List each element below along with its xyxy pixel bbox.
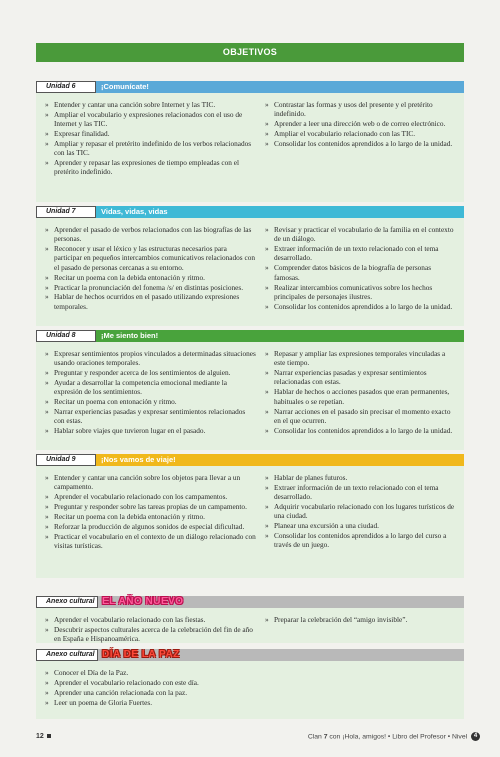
list-item: » Descubrir aspectos culturales acerca de la celebración del fin de año en España e Hispanoamérica. [42,625,256,644]
unit-8-left-list [42,349,256,436]
list-item: » Ayudar a desarrollar la competencia emocional mediante la expresión de los sentimientos. [42,378,256,397]
list-item: » Consolidar los contenidos aprendidos a lo largo de la unidad. [262,139,458,148]
list-item: » Preguntar y responder acerca de los sentimientos de alguien. [42,368,256,377]
annex-peace-day-section [36,649,464,719]
list-item: » Expresar sentimientos propios vinculados a determinadas situaciones usando oraciones temporales. [42,349,256,368]
unit-9-title: ¡Nos vamos de viaje! [96,454,464,466]
list-item: » Entender y cantar una canción sobre los objetos para llevar a un campamento. [42,473,256,492]
objectives-banner: OBJETIVOS [36,43,464,62]
list-item: » Aprender a leer una dirección web o de correo electrónico. [262,119,458,128]
list-item: » Recitar un poema con la debida entonación y ritmo. [42,273,256,282]
unit-7-left-list [42,225,256,312]
list-item: » Hablar de hechos ocurridos en el pasado utilizando expresiones temporales. [42,292,256,311]
list-item: » Planear una excursión a una ciudad. [262,521,458,530]
unit-8-section [36,330,464,450]
list-item: » Consolidar los contenidos aprendidos a lo largo de la unidad. [262,426,458,435]
list-item: » Expresar finalidad. [42,129,256,138]
list-item: » Repasar y ampliar las expresiones temporales vinculadas a este tiempo. [262,349,458,368]
unit-7-tab: Unidad 7 [36,206,96,218]
list-item: » Entender y cantar una canción sobre Internet y las TIC. [42,100,256,109]
list-item: » Ampliar y repasar el pretérito indefinido de los verbos relacionados con las TIC. [42,139,256,158]
list-item: » Comprender datos básicos de la biografía de personas famosas. [262,263,458,282]
list-item: » Conocer el Día de la Paz. [42,668,256,677]
annex-1-right-list [262,615,458,625]
list-item: » Aprender el pasado de verbos relacionados con las biografías de las personas. [42,225,256,244]
annex-new-year-section [36,596,464,643]
annex-2-title: DÍA DE LA PAZ [102,649,180,660]
list-item: » Ampliar el vocabulario y expresiones relacionados con el uso de Internet y las TIC. [42,110,256,129]
unit-7-title: Vidas, vidas, vidas [96,206,464,218]
unit-9-left-list [42,473,256,551]
list-item: » Aprender el vocabulario relacionado con este día. [42,678,256,687]
list-item: » Extraer información de un texto relacionado con el tema desarrollado. [262,244,458,263]
list-item: » Consolidar los contenidos aprendidos a lo largo del curso a través de un juego. [262,531,458,550]
list-item: » Hablar de planes futuros. [262,473,458,482]
unit-6-left-list [42,100,256,177]
list-item: » Hablar de hechos o acciones pasados que eran permanentes, habituales o se repetían. [262,387,458,406]
list-item: » Aprender el vocabulario relacionado con las fiestas. [42,615,256,624]
list-item: » Leer un poema de Gloria Fuertes. [42,698,256,707]
unit-9-tab: Unidad 9 [36,454,96,466]
annex-1-tab: Anexo cultural [36,596,98,608]
square-icon [47,734,51,738]
level-badge: 4 [471,732,480,741]
annex-1-title-bar [98,596,464,608]
unit-6-title: ¡Comunícate! [96,81,464,93]
list-item: » Practicar el vocabulario en el contexto de un diálogo relacionado con visitas turísticas. [42,532,256,551]
list-item: » Practicar la pronunciación del fonema /s/ en distintas posiciones. [42,283,256,292]
list-item: » Reconocer y usar el léxico y las estructuras necesarios para participar en pequeños intercambios comunicativos relacionados con el pasado de personas cercanas a su entorno. [42,244,256,272]
book-title-footer [308,732,480,741]
page-number [36,733,51,740]
list-item: » Aprender y repasar las expresiones de tiempo empleadas con el pretérito indefinido. [42,158,256,177]
list-item: » Aprender el vocabulario relacionado con los campamentos. [42,492,256,501]
unit-6-tab: Unidad 6 [36,81,96,93]
unit-6-right-list [262,100,458,149]
unit-8-right-list [262,349,458,436]
list-item: » Narrar experiencias pasadas y expresar sentimientos relacionadas con estas. [262,368,458,387]
unit-7-section [36,206,464,326]
annex-1-title: EL AÑO NUEVO [102,596,184,607]
book-title-num: 7 [323,733,328,741]
list-item: » Aprender una canción relacionada con la paz. [42,688,256,697]
list-item: » Narrar acciones en el pasado sin precisar el momento exacto en el que ocurren. [262,407,458,426]
book-title-part1: Clan [307,733,322,741]
list-item: » Preguntar y responder sobre las tareas propias de un campamento. [42,502,256,511]
unit-6-section [36,81,464,202]
list-item: » Narrar experiencias pasadas y expresar sentimientos relacionados con estas. [42,407,256,426]
list-item: » Adquirir vocabulario relacionado con los lugares turísticos de una ciudad. [262,502,458,521]
annex-2-title-bar [98,649,464,661]
list-item: » Recitar un poema con entonación y ritmo. [42,397,256,406]
list-item: » Ampliar el vocabulario relacionado con las TIC. [262,129,458,138]
page-number-text: 12 [36,733,44,740]
list-item: » Preparar la celebración del “amigo invisible”. [262,615,458,624]
annex-2-tab: Anexo cultural [36,649,98,661]
list-item: » Revisar y practicar el vocabulario de la familia en el contexto de un diálogo. [262,225,458,244]
unit-8-tab: Unidad 8 [36,330,96,342]
list-item: » Hablar sobre viajes que tuvieron lugar en el pasado. [42,426,256,435]
unit-9-section [36,454,464,578]
list-item: » Realizar intercambios comunicativos sobre los hechos principales de personajes ilustres. [262,283,458,302]
annex-2-left-list [42,668,256,708]
unit-8-title: ¡Me siento bien! [96,330,464,342]
list-item: » Extraer información de un texto relacionado con el tema desarrollado. [262,483,458,502]
unit-7-right-list [262,225,458,312]
list-item: » Reforzar la producción de algunos sonidos de especial dificultad. [42,522,256,531]
unit-9-right-list [262,473,458,550]
list-item: » Contrastar las formas y usos del presente y el pretérito indefinido. [262,100,458,119]
annex-1-left-list [42,615,256,644]
list-item: » Recitar un poema con la debida entonación y ritmo. [42,512,256,521]
list-item: » Consolidar los contenidos aprendidos a lo largo de la unidad. [262,302,458,311]
book-title-part2: con ¡Hola, amigos! • Libro del Profesor • Nivel [329,733,468,741]
